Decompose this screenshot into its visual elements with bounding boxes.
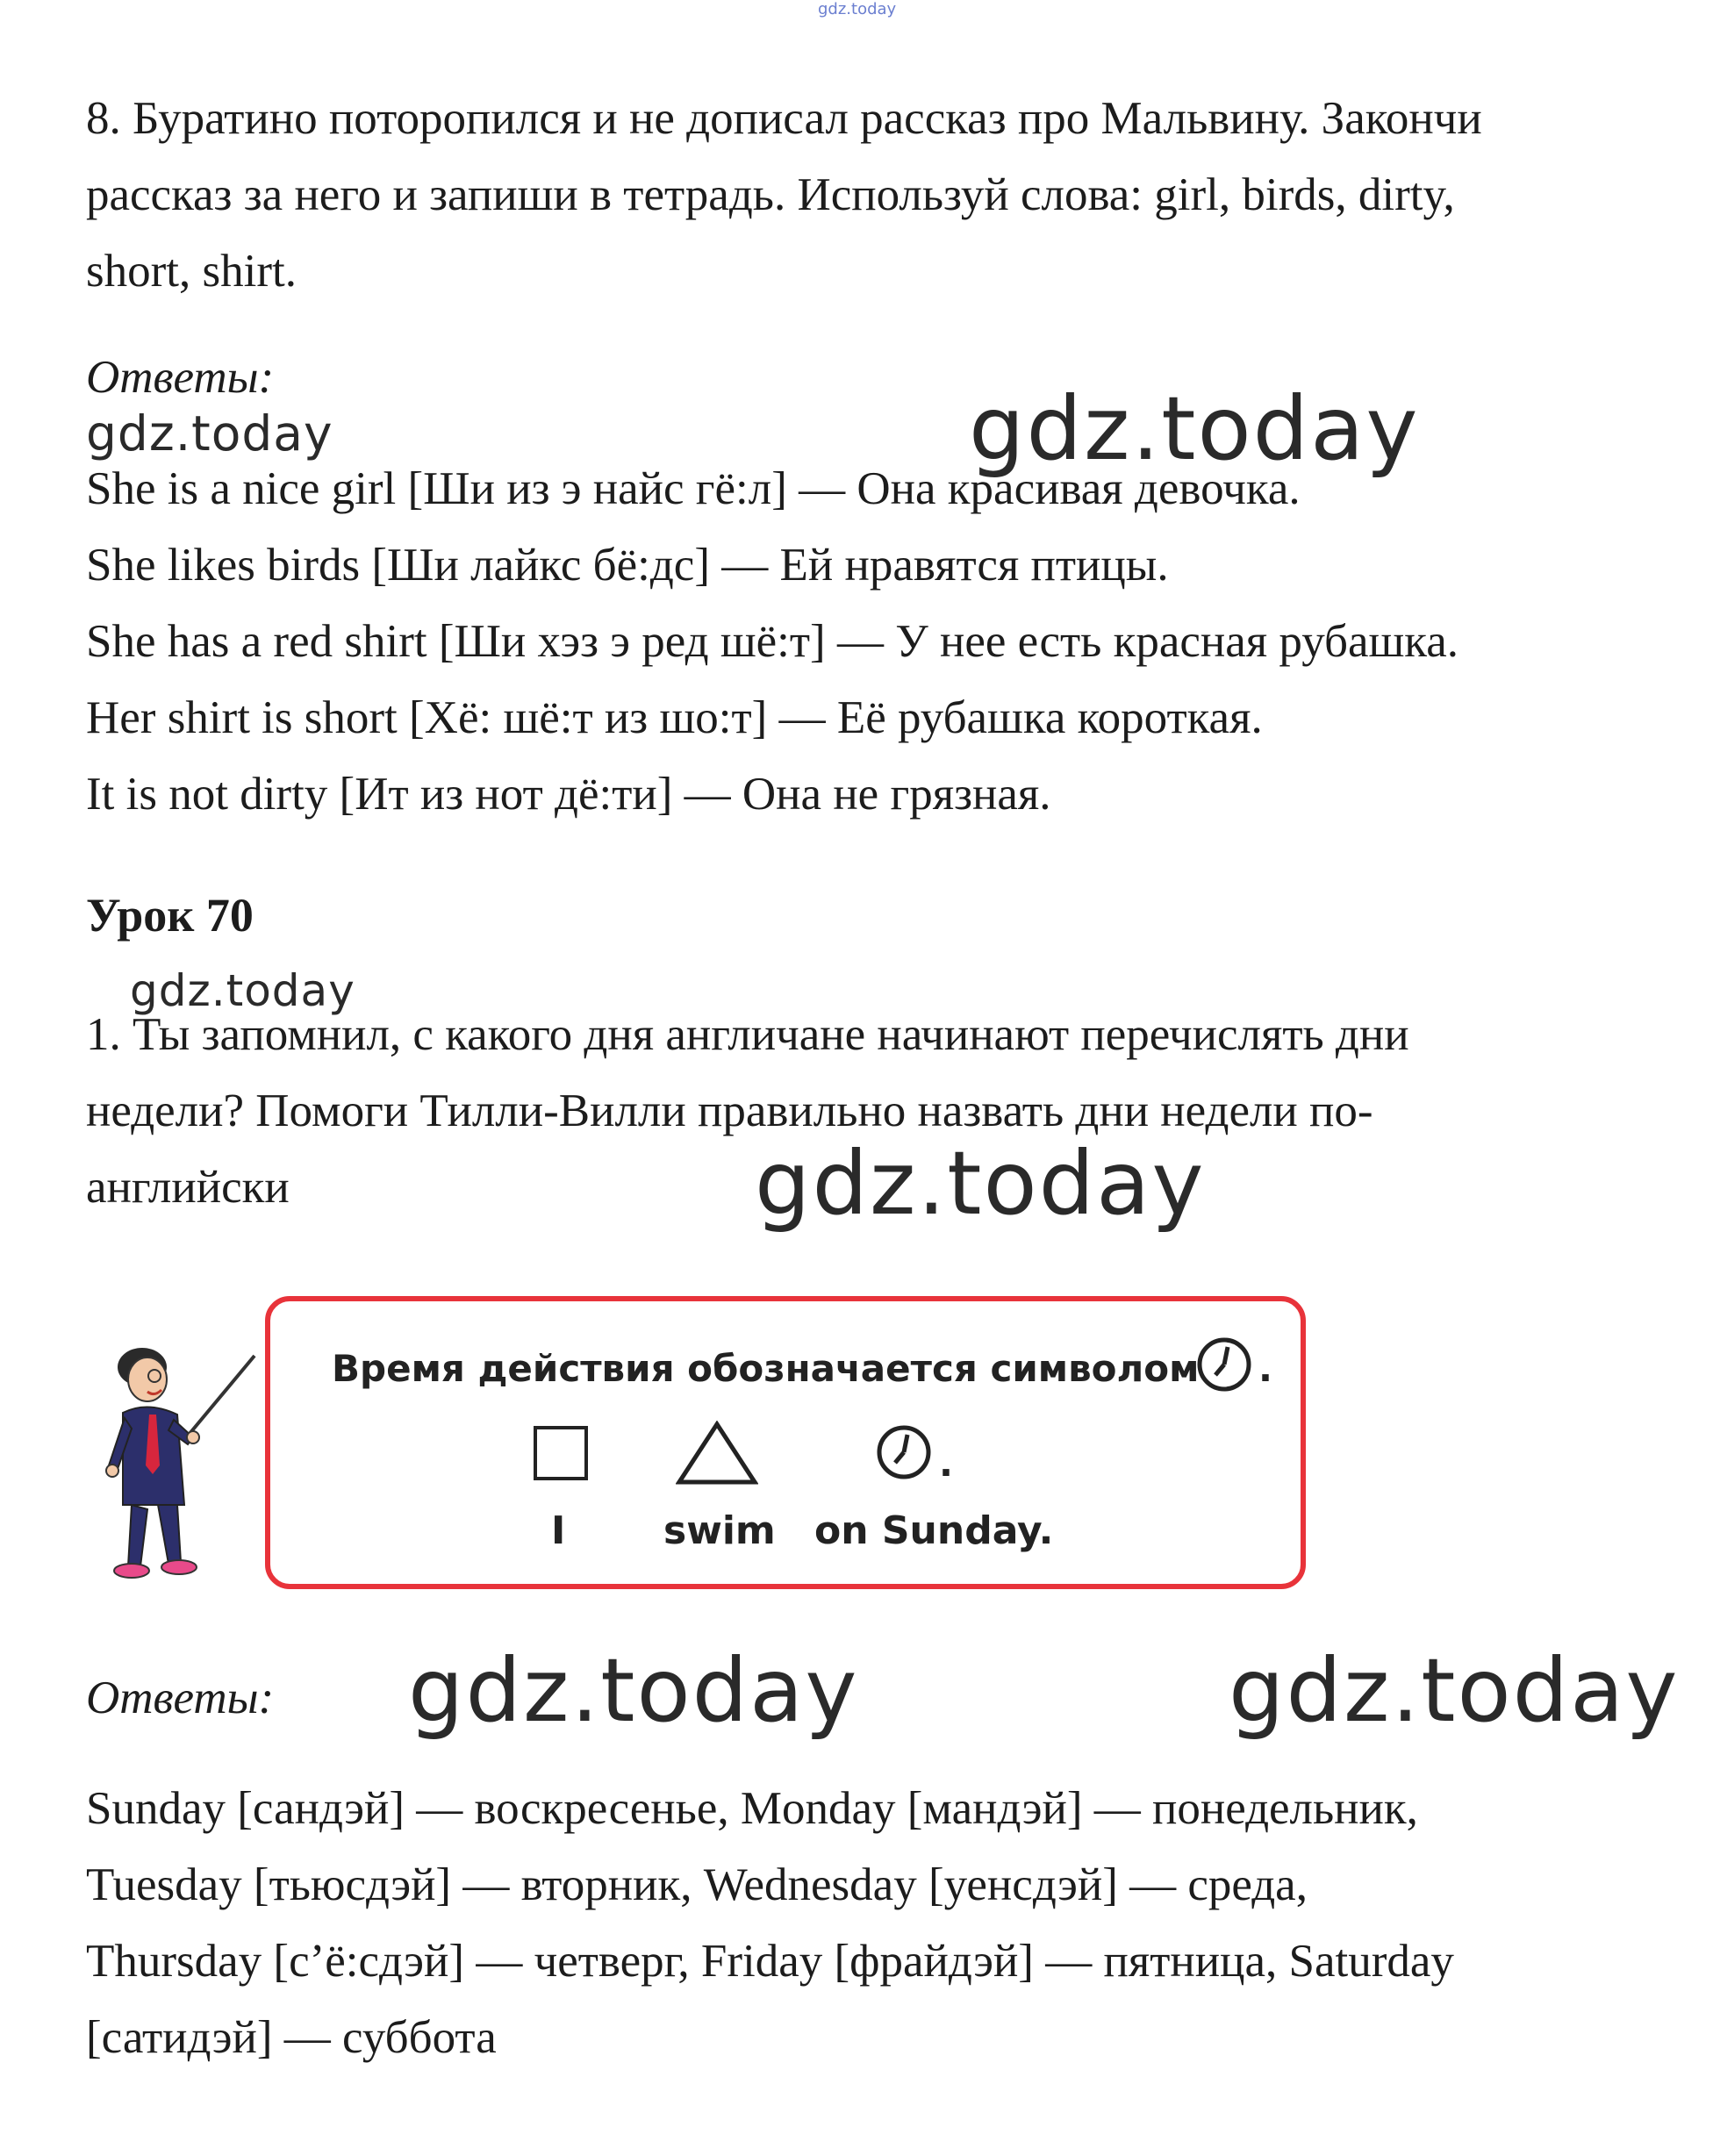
answer-line: She likes birds [Ши лайкс бё:дс] — Ей нравятся птицы. [86,540,1169,591]
answer-line: She has a red shirt [Ши хэз э ред шё:т] — У нее есть красная рубашка. [86,616,1459,667]
watermark: gdz.today [408,1639,859,1742]
task8-line: рассказ за него и запиши в тетрадь. Используй слова: girl, birds, dirty, [86,169,1455,220]
answer-line: Thursday [с’ё:сдэй] — четверг, Friday [фрайдэй] — пятница, Saturday [86,1936,1454,1987]
watermark: gdz.today [130,965,355,1016]
task1-line: английски [86,1162,290,1213]
symbol-period: . [939,1442,953,1485]
watermark: gdz.today [86,405,333,462]
rule-box [265,1296,1306,1589]
answer-line: [сатидэй] — суббота [86,2012,497,2063]
answer-line: She is a nice girl [Ши из э найс гё:л] — Она красивая девочка. [86,463,1301,514]
clock-icon [874,1422,937,1486]
triangle-icon [676,1421,758,1486]
answers-label-1: Ответы: [86,352,275,403]
top-watermark: gdz.today [818,0,897,18]
answer-line: It is not dirty [Ит из нот дё:ти] — Она не грязная. [86,769,1051,820]
task8-line: 8. Буратино поторопился и не дописал рассказ про Мальвину. Закончи [86,93,1482,144]
lesson-heading: Урок 70 [86,889,254,942]
watermark: gdz.today [1229,1639,1680,1742]
clock-icon [1196,1336,1258,1398]
word-swim: swim [663,1508,776,1553]
watermark: gdz.today [969,377,1420,480]
rule-period: . [1258,1347,1272,1390]
word-on-sunday: on Sunday. [814,1508,1054,1553]
word-i: I [551,1508,566,1553]
task8-line: short, shirt. [86,246,297,297]
teacher-illustration [97,1334,263,1597]
task1-line: 1. Ты запомнил, с какого дня англичане начинают перечислять дни [86,1009,1409,1060]
square-icon [534,1426,588,1480]
watermark: gdz.today [755,1132,1206,1235]
task1-line: недели? Помоги Тилли-Вилли правильно назвать дни недели по- [86,1085,1373,1136]
answers-label-2: Ответы: [86,1673,275,1723]
answer-line: Sunday [сандэй] — воскресенье, Monday [мандэй] — понедельник, [86,1783,1418,1834]
answer-line: Tuesday [тьюсдэй] — вторник, Wednesday [уенсдэй] — среда, [86,1859,1308,1910]
rule-text: Время действия обозначается символом [332,1347,1200,1390]
answer-line: Her shirt is short [Хё: шё:т из шо:т] — Её рубашка короткая. [86,692,1263,743]
